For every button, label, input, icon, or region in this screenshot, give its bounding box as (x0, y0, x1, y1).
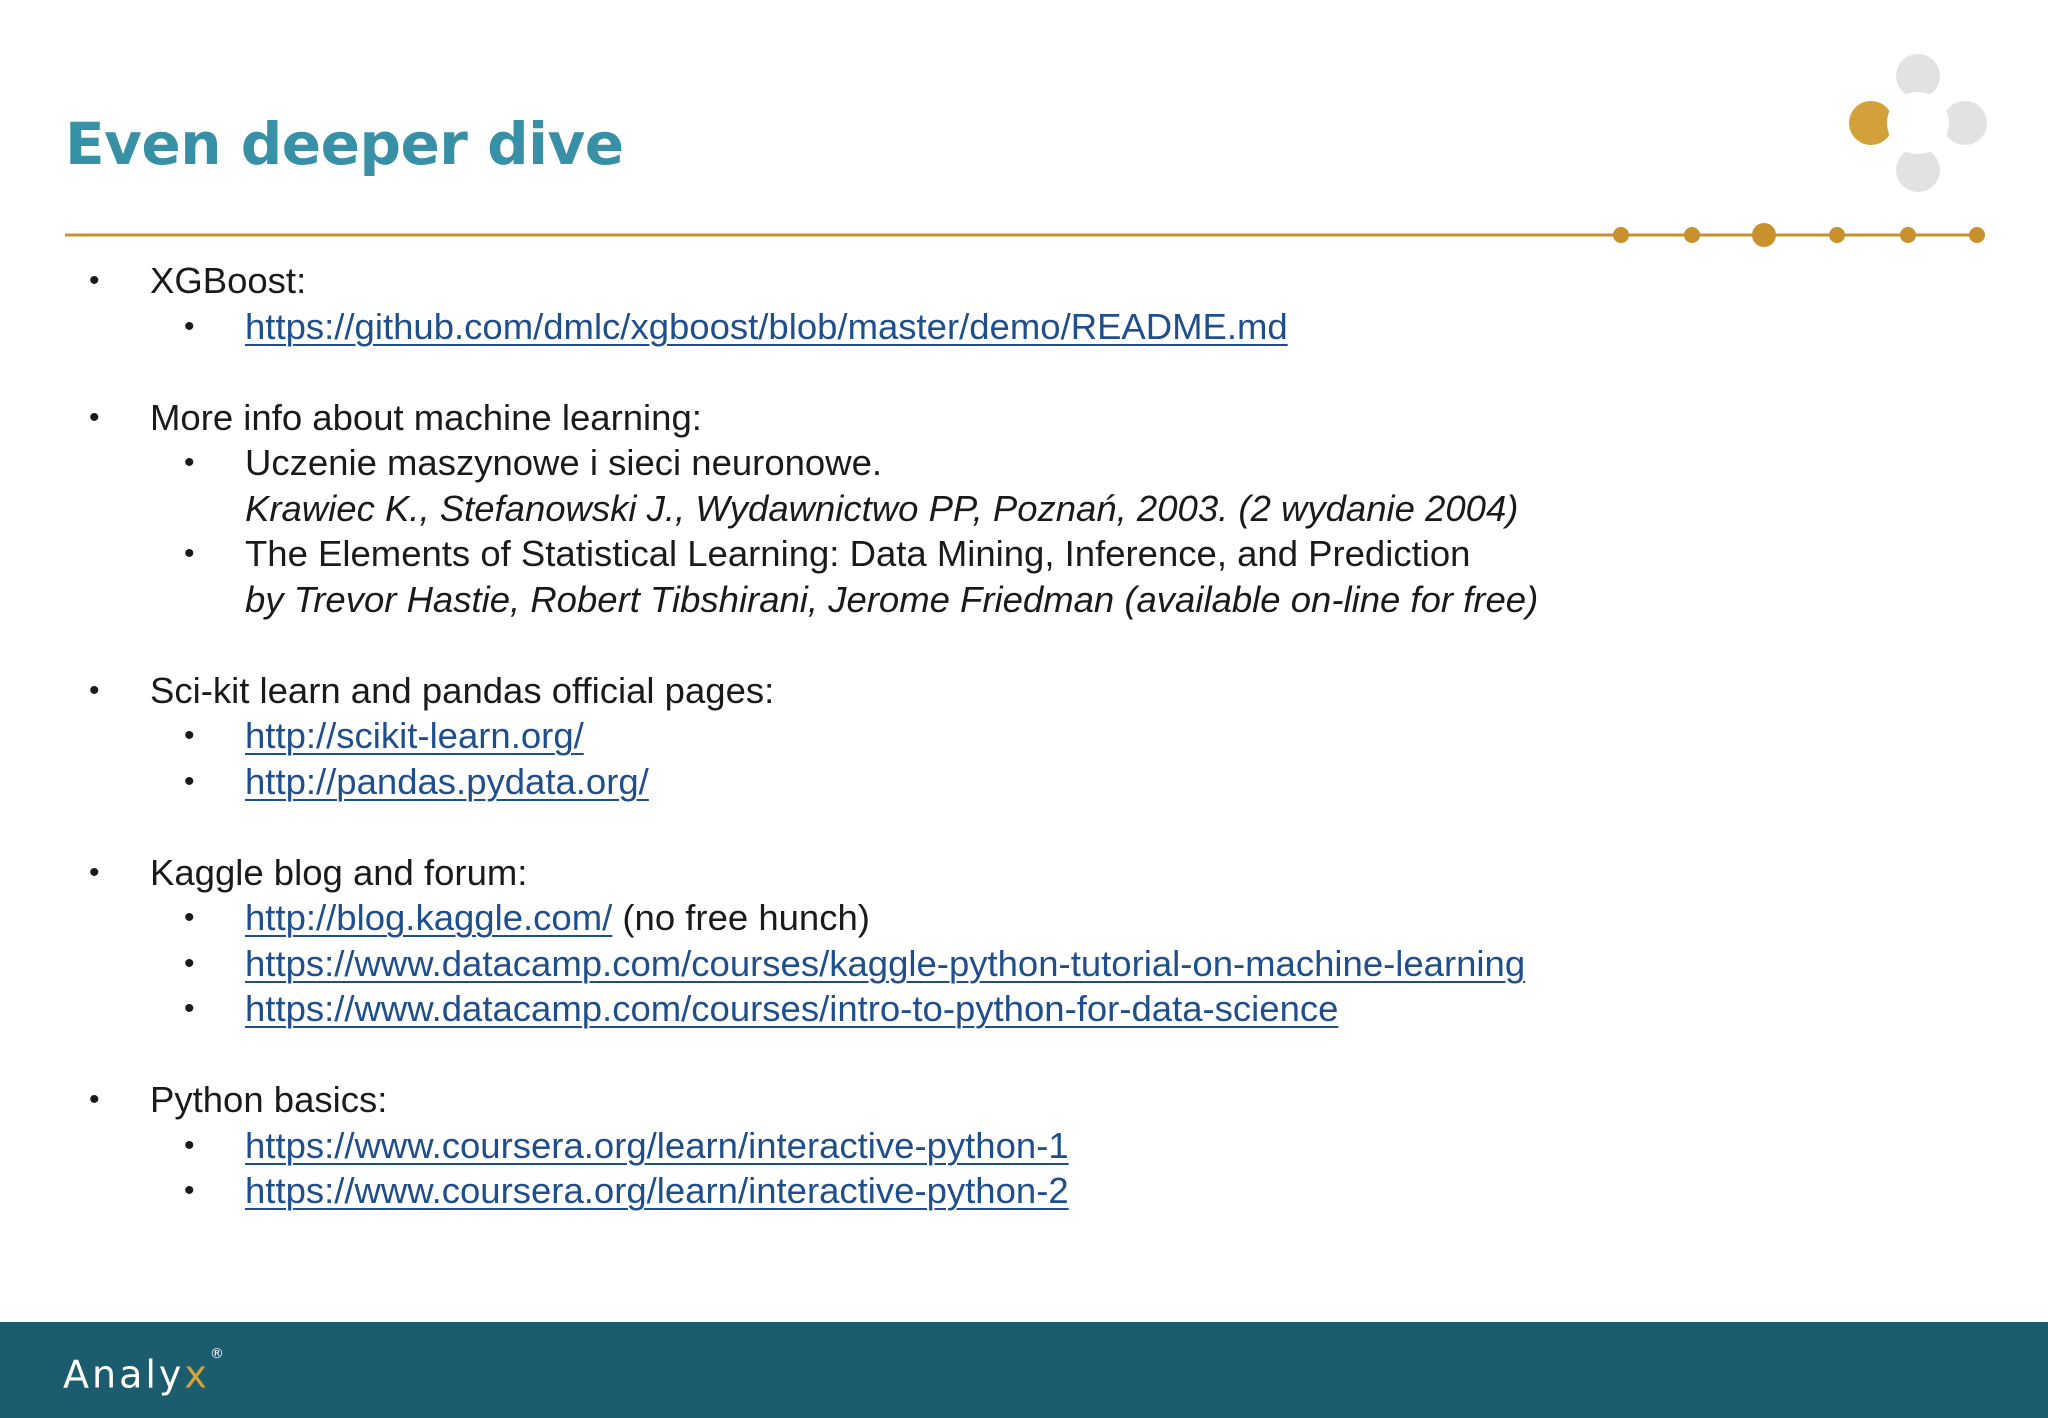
bullet: • (184, 537, 195, 570)
list-item-note (0, 486, 2048, 532)
section-heading-text: Python basics: (150, 1079, 388, 1120)
registered-mark: ® (209, 1346, 224, 1362)
list-item (0, 1123, 2048, 1169)
slide-title: Even deeper dive (65, 110, 624, 178)
bullet: • (89, 1083, 100, 1116)
list-item (0, 304, 2048, 350)
section-heading (0, 258, 2048, 304)
bullet: • (89, 855, 100, 889)
section-heading-text: XGBoost: (150, 260, 307, 301)
bullet: • (89, 673, 100, 707)
section-heading-text: Sci-kit learn and pandas official pages: (150, 669, 775, 711)
kaggle-blog-link[interactable]: http://blog.kaggle.com/ (245, 897, 613, 938)
title-divider (0, 0, 2048, 260)
datacamp-intro-python-link[interactable]: https://www.datacamp.com/courses/intro-to-python-for-data-science (245, 988, 1339, 1029)
brand-name: Analy (63, 1352, 185, 1397)
section-heading-text: More info about machine learning: (150, 396, 702, 438)
bullet: • (184, 1174, 195, 1207)
list-item (0, 941, 2048, 987)
bullet: • (184, 446, 195, 479)
list-item-note (0, 577, 2048, 623)
link-suffix: (no free hunch) (612, 897, 870, 938)
bullet: • (89, 264, 100, 297)
book-title: Uczenie maszynowe i sieci neuronowe. (245, 442, 883, 483)
book-authors: by Trevor Hastie, Robert Tibshirani, Jerome Friedman (available on-line for free) (245, 578, 1539, 620)
book-authors: Krawiec K., Stefanowski J., Wydawnictwo PP, Poznań, 2003. (2 wydanie 2004) (245, 487, 1519, 529)
list-item (0, 531, 2048, 577)
clover-logo-icon (1840, 48, 1990, 198)
bullet: • (184, 992, 195, 1025)
divider-dot (1684, 227, 1700, 243)
divider-dot (1829, 227, 1845, 243)
scikit-learn-link[interactable]: http://scikit-learn.org/ (245, 715, 584, 756)
bullet: • (184, 901, 195, 934)
brand-accent: x (184, 1352, 210, 1397)
section-heading (0, 395, 2048, 441)
xgboost-demo-link[interactable]: https://github.com/dmlc/xgboost/blob/master/demo/README.md (245, 305, 1288, 347)
list-item (0, 895, 2048, 941)
divider-dot (1613, 227, 1629, 243)
bullet: • (89, 400, 100, 434)
section-heading-text: Kaggle blog and forum: (150, 851, 528, 893)
list-item (0, 440, 2048, 486)
bullet: • (184, 719, 195, 752)
list-item (0, 713, 2048, 759)
brand-logo (63, 1348, 224, 1397)
section-heading (0, 850, 2048, 896)
divider-dot (1969, 227, 1985, 243)
section-heading (0, 668, 2048, 714)
divider-dot (1900, 227, 1916, 243)
bullet: • (184, 309, 195, 343)
coursera-python-1-link[interactable]: https://www.coursera.org/learn/interactive-python-1 (245, 1124, 1069, 1166)
list-item (0, 986, 2048, 1032)
list-item (0, 759, 2048, 805)
bullet: • (184, 946, 195, 980)
book-title: The Elements of Statistical Learning: Data Mining, Inference, and Prediction (245, 533, 1471, 574)
reference-list (0, 258, 2048, 1214)
pandas-link[interactable]: http://pandas.pydata.org/ (245, 760, 649, 802)
coursera-python-2-link[interactable]: https://www.coursera.org/learn/interactive-python-2 (245, 1170, 1069, 1211)
list-item (0, 1168, 2048, 1214)
datacamp-kaggle-link[interactable]: https://www.datacamp.com/courses/kaggle-python-tutorial-on-machine-learning (245, 942, 1526, 984)
footer-bar (0, 1322, 2048, 1418)
bullet: • (184, 764, 195, 798)
bullet: • (184, 1128, 195, 1162)
divider-dot-large (1752, 223, 1776, 247)
section-heading (0, 1077, 2048, 1123)
